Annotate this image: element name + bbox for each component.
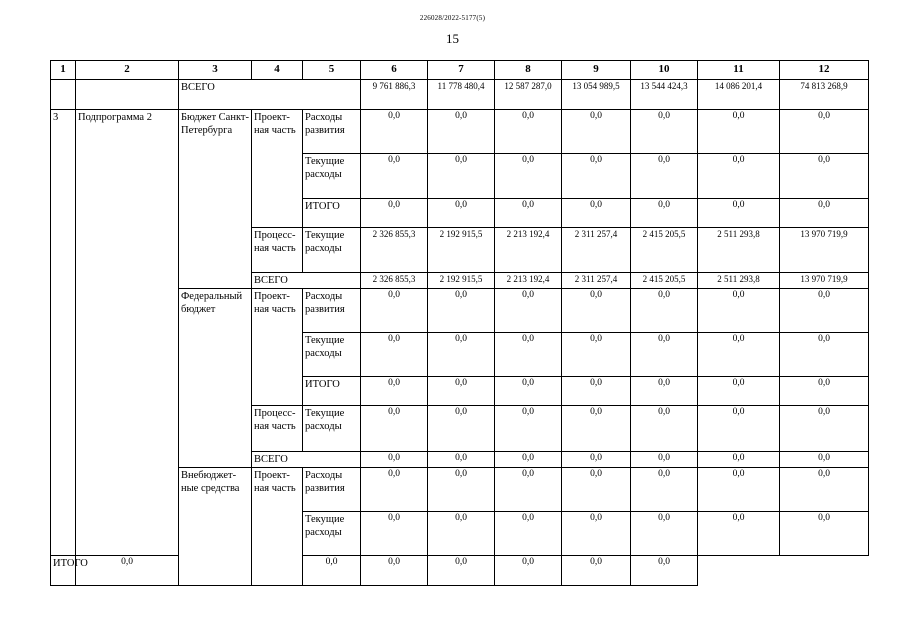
col-1-header: 1 — [51, 61, 76, 80]
total-value: 14 086 201,4 — [698, 80, 780, 110]
cell-value: 0,0 — [562, 468, 631, 512]
cell-value: 0,0 — [780, 468, 869, 512]
cell-value: 0,0 — [562, 512, 631, 556]
itogo-label: ИТОГО — [51, 556, 76, 586]
empty-cell — [76, 80, 179, 110]
empty-cell — [51, 80, 76, 110]
cell-value: 0,0 — [562, 110, 631, 154]
cell-value: 0,0 — [780, 289, 869, 333]
cell-value: 13 970 719,9 — [780, 228, 869, 273]
cell-value: 0,0 — [631, 289, 698, 333]
cell-value: 2 511 293,8 — [698, 273, 780, 289]
cell-value: 0,0 — [361, 289, 428, 333]
total-value: 9 761 886,3 — [361, 80, 428, 110]
cell-value: 0,0 — [428, 377, 495, 406]
program-name: Подпрограмма 2 — [76, 110, 179, 556]
col-12-header: 12 — [780, 61, 869, 80]
cell-value: 0,0 — [562, 154, 631, 199]
col-4-header: 4 — [252, 61, 303, 80]
col-6-header: 6 — [361, 61, 428, 80]
cell-value: 0,0 — [562, 452, 631, 468]
program-number: 3 — [51, 110, 76, 556]
col-8-header: 8 — [495, 61, 562, 80]
cell-value: 0,0 — [631, 377, 698, 406]
project-part-label: Проект-ная часть — [252, 289, 303, 406]
cell-value: 0,0 — [361, 377, 428, 406]
col-5-header: 5 — [303, 61, 361, 80]
column-number-row — [51, 61, 869, 80]
cell-value: 0,0 — [562, 199, 631, 228]
cell-value: 0,0 — [428, 333, 495, 377]
cell-value: 0,0 — [780, 199, 869, 228]
cell-value: 0,0 — [780, 154, 869, 199]
cell-value: 0,0 — [495, 468, 562, 512]
current-label: Текущие расходы — [303, 406, 361, 452]
cell-value: 0,0 — [428, 289, 495, 333]
col-2-header: 2 — [76, 61, 179, 80]
cell-value: 2 415 205,5 — [631, 228, 698, 273]
cell-value: 0,0 — [495, 333, 562, 377]
table-row — [51, 556, 869, 586]
col-10-header: 10 — [631, 61, 698, 80]
cell-value: 0,0 — [495, 452, 562, 468]
cell-value: 0,0 — [698, 406, 780, 452]
cell-value: 0,0 — [428, 468, 495, 512]
cell-value: 0,0 — [495, 110, 562, 154]
cell-value: 2 213 192,4 — [495, 273, 562, 289]
cell-value: 2 192 915,5 — [428, 273, 495, 289]
vsego-label: ВСЕГО — [252, 273, 361, 289]
cell-value: 0,0 — [495, 199, 562, 228]
table-row — [51, 110, 869, 154]
cell-value: 0,0 — [698, 377, 780, 406]
cell-value: 0,0 — [428, 452, 495, 468]
cell-value: 0,0 — [428, 199, 495, 228]
cell-value: 0,0 — [698, 110, 780, 154]
source-federal: Федеральный бюджет — [179, 289, 252, 468]
cell-value: 0,0 — [361, 452, 428, 468]
cell-value: 0,0 — [562, 406, 631, 452]
cell-value: 2 213 192,4 — [495, 228, 562, 273]
cell-value: 2 326 855,3 — [361, 273, 428, 289]
cell-value: 0,0 — [361, 154, 428, 199]
cell-value: 0,0 — [361, 406, 428, 452]
current-label: Текущие расходы — [303, 154, 361, 199]
cell-value: 0,0 — [780, 406, 869, 452]
cell-value: 0,0 — [562, 289, 631, 333]
cell-value: 0,0 — [698, 452, 780, 468]
process-part-label: Процесс-ная часть — [252, 406, 303, 452]
total-label: ВСЕГО — [179, 80, 361, 110]
cell-value: 2 511 293,8 — [698, 228, 780, 273]
cell-value: 0,0 — [495, 406, 562, 452]
current-label: Текущие расходы — [303, 512, 361, 556]
cell-value: 0,0 — [698, 512, 780, 556]
cell-value: 0,0 — [428, 110, 495, 154]
cell-value: 2 415 205,5 — [631, 273, 698, 289]
cell-value: 0,0 — [780, 333, 869, 377]
cell-value: 2 326 855,3 — [361, 228, 428, 273]
project-part-label: Проект-ная часть — [252, 468, 303, 586]
col-3-header: 3 — [179, 61, 252, 80]
cell-value: 0,0 — [631, 556, 698, 586]
cell-value: 0,0 — [698, 199, 780, 228]
development-label: Расходы развития — [303, 468, 361, 512]
cell-value: 0,0 — [428, 406, 495, 452]
cell-value: 0,0 — [562, 333, 631, 377]
cell-value: 0,0 — [361, 512, 428, 556]
cell-value: 0,0 — [631, 468, 698, 512]
cell-value: 0,0 — [495, 512, 562, 556]
current-label: Текущие расходы — [303, 228, 361, 273]
cell-value: 0,0 — [562, 556, 631, 586]
cell-value: 0,0 — [495, 154, 562, 199]
col-7-header: 7 — [428, 61, 495, 80]
cell-value: 0,0 — [631, 512, 698, 556]
cell-value: 0,0 — [698, 154, 780, 199]
itogo-label: ИТОГО — [303, 199, 361, 228]
cell-value: 0,0 — [428, 154, 495, 199]
cell-value: 0,0 — [428, 512, 495, 556]
document-id: 226028/2022-5177(5) — [419, 14, 486, 22]
cell-value: 0,0 — [631, 199, 698, 228]
col-9-header: 9 — [562, 61, 631, 80]
cell-value: 0,0 — [631, 333, 698, 377]
development-label: Расходы развития — [303, 110, 361, 154]
cell-value: 13 970 719,9 — [780, 273, 869, 289]
project-part-label: Проект-ная часть — [252, 110, 303, 228]
cell-value: 0,0 — [698, 468, 780, 512]
cell-value: 0,0 — [631, 110, 698, 154]
cell-value: 0,0 — [361, 333, 428, 377]
vsego-label: ВСЕГО — [252, 452, 361, 468]
total-value: 12 587 287,0 — [495, 80, 562, 110]
cell-value: 0,0 — [495, 556, 562, 586]
total-value: 11 778 480,4 — [428, 80, 495, 110]
cell-value: 0,0 — [361, 556, 428, 586]
cell-value: 0,0 — [631, 154, 698, 199]
cell-value: 0,0 — [428, 556, 495, 586]
cell-value: 0,0 — [562, 377, 631, 406]
current-label: Текущие расходы — [303, 333, 361, 377]
cell-value: 0,0 — [361, 468, 428, 512]
cell-value: 0,0 — [303, 556, 361, 586]
cell-value: 0,0 — [698, 289, 780, 333]
cell-value: 0,0 — [780, 512, 869, 556]
cell-value: 0,0 — [495, 289, 562, 333]
cell-value: 0,0 — [361, 110, 428, 154]
cell-value: 0,0 — [780, 452, 869, 468]
source-spb: Бюджет Санкт-Петербурга — [179, 110, 252, 289]
cell-value: 2 311 257,4 — [562, 273, 631, 289]
cell-value: 0,0 — [361, 199, 428, 228]
cell-value: 0,0 — [631, 452, 698, 468]
total-value: 74 813 268,9 — [780, 80, 869, 110]
development-label: Расходы развития — [303, 289, 361, 333]
col-11-header: 11 — [698, 61, 780, 80]
cell-value: 2 311 257,4 — [562, 228, 631, 273]
total-value: 13 544 424,3 — [631, 80, 698, 110]
total-value: 13 054 989,5 — [562, 80, 631, 110]
cell-value: 0,0 — [780, 377, 869, 406]
cell-value: 0,0 — [76, 556, 179, 586]
cell-value: 0,0 — [698, 333, 780, 377]
budget-table — [50, 60, 869, 586]
process-part-label: Процесс-ная часть — [252, 228, 303, 273]
source-offbudget: Внебюджет-ные средства — [179, 468, 252, 586]
grand-total-row — [51, 80, 869, 110]
cell-value: 0,0 — [495, 377, 562, 406]
page-number: 15 — [446, 31, 459, 46]
cell-value: 0,0 — [780, 110, 869, 154]
cell-value: 2 192 915,5 — [428, 228, 495, 273]
cell-value: 0,0 — [631, 406, 698, 452]
itogo-label: ИТОГО — [303, 377, 361, 406]
